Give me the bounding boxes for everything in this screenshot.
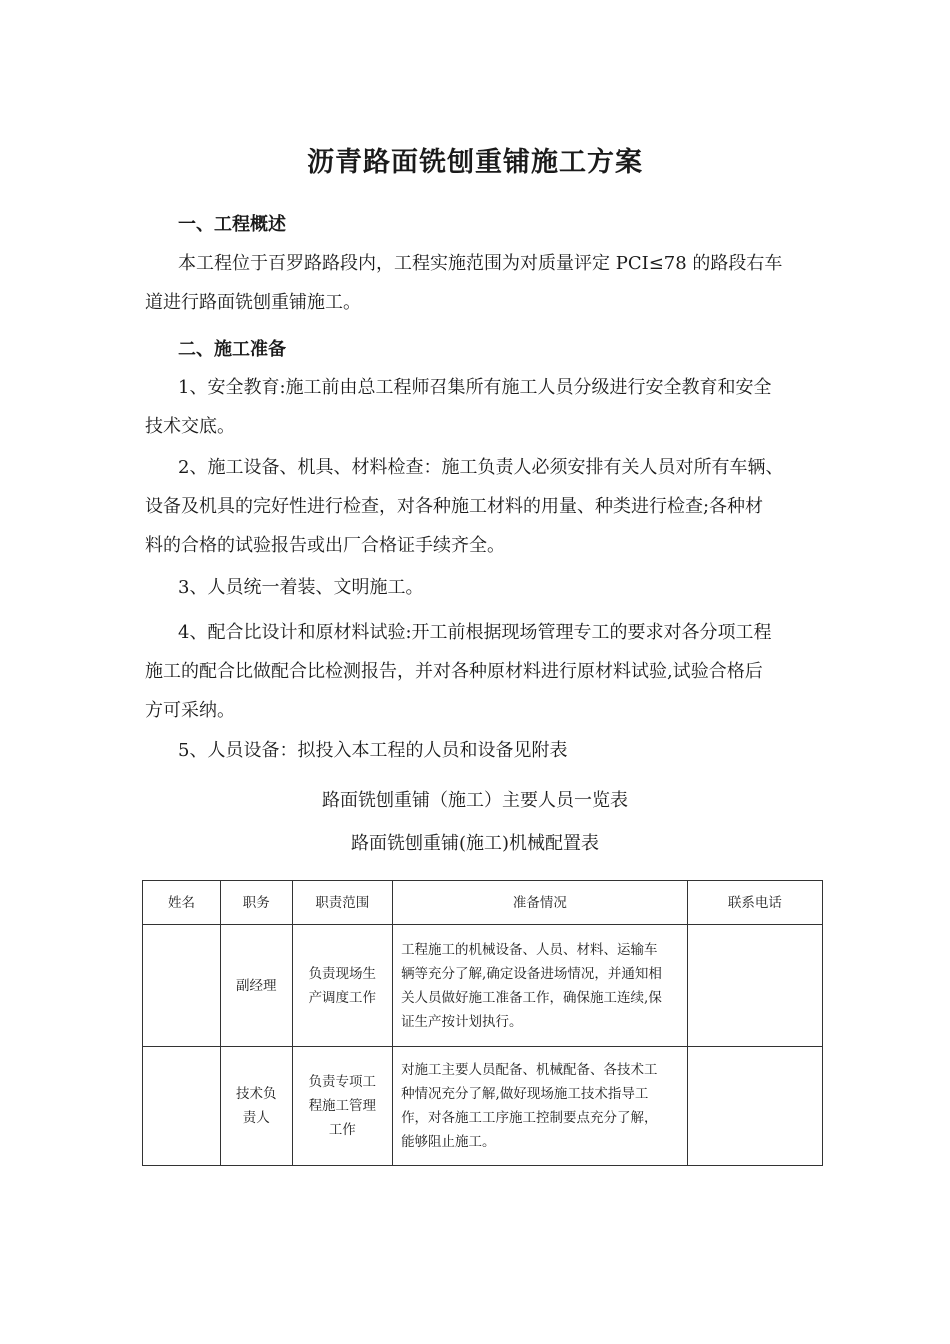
table-header-row [143,881,823,925]
paragraph-item-3 [145,568,817,607]
cell-line: 负责专项工 [308,1074,377,1090]
paragraph-item-4 [145,613,817,730]
table-caption-machinery: 路面铣刨重铺(施工)机械配置表 [350,833,600,854]
header-scope: 职责范围 [292,881,393,925]
cell-line: 技术负 [236,1086,277,1102]
staff-table [142,880,823,1166]
cell-line: 程施工管理 [308,1098,377,1114]
cell-line: 责人 [242,1110,270,1126]
cell-prep [393,1047,688,1166]
paragraph-line: 1、安全教育:施工前由总工程师召集所有施工人员分级进行安全教育和安全 [178,377,772,398]
cell-line: 工作 [328,1122,356,1138]
cell-line: 种情况充分了解,做好现场施工技术指导工 [401,1086,649,1102]
paragraph-item-5 [145,731,817,770]
cell-name [143,925,221,1047]
paragraph-line: 4、配合比设计和原材料试验:开工前根据现场管理专工的要求对各分项工程 [178,622,772,643]
section-heading-preparation: 二、施工准备 [178,339,286,360]
paragraph-line: 方可采纳。 [145,700,235,721]
cell-role: 副经理 [221,925,293,1047]
cell-line: 负责现场生 [308,965,377,982]
table-row [143,1047,823,1166]
cell-phone [687,925,822,1047]
cell-phone [687,1047,822,1166]
cell-line: 工程施工的机械设备、人员、材料、运输车 [401,941,658,958]
paragraph-line: 施工的配合比做配合比检测报告，并对各种原材料进行原材料试验,试验合格后 [145,661,763,682]
cell-line: 证生产按计划执行。 [401,1013,523,1030]
paragraph-item-1 [145,368,817,446]
section-heading-overview: 一、工程概述 [178,214,286,235]
paragraph-line: 3、人员统一着装、文明施工。 [178,577,424,598]
cell-line: 对施工主要人员配备、机械配备、各技术工 [401,1062,658,1078]
paragraph-line: 料的合格的试验报告或出厂合格证手续齐全。 [145,535,505,556]
paragraph-line: 设备及机具的完好性进行检查，对各种施工材料的用量、种类进行检查;各种材 [145,496,764,517]
header-role: 职务 [221,881,293,925]
cell-role [221,1047,293,1166]
header-phone: 联系电话 [687,881,822,925]
cell-name [143,1047,221,1166]
cell-scope [292,925,393,1047]
cell-prep [393,925,688,1047]
document-title: 沥青路面铣刨重铺施工方案 [307,147,643,178]
paragraph-line: 2、施工设备、机具、材料检查：施工负责人必须安排有关人员对所有车辆、 [178,457,784,478]
paragraph-line: 本工程位于百罗路路段内，工程实施范围为对质量评定 PCI≤78 的路段右车 [178,253,783,274]
cell-line: 关人员做好施工准备工作，确保施工连续,保 [401,989,662,1006]
table-caption-staff: 路面铣刨重铺（施工）主要人员一览表 [322,790,628,811]
paragraph-item-2 [145,448,817,565]
cell-line: 能够阻止施工。 [401,1134,496,1150]
paragraph-overview [145,244,817,322]
table-row [143,925,823,1047]
cell-line: 辆等充分了解,确定设备进场情况，并通知相 [401,965,662,982]
paragraph-line: 技术交底。 [145,416,235,437]
paragraph-line: 道进行路面铣刨重铺施工。 [145,292,361,313]
cell-line: 产调度工作 [308,989,377,1006]
paragraph-line: 5、人员设备：拟投入本工程的人员和设备见附表 [178,740,568,761]
header-name: 姓名 [143,881,221,925]
header-prep: 准备情况 [393,881,688,925]
cell-line: 作，对各施工工序施工控制要点充分了解， [401,1110,658,1126]
cell-scope [292,1047,393,1166]
